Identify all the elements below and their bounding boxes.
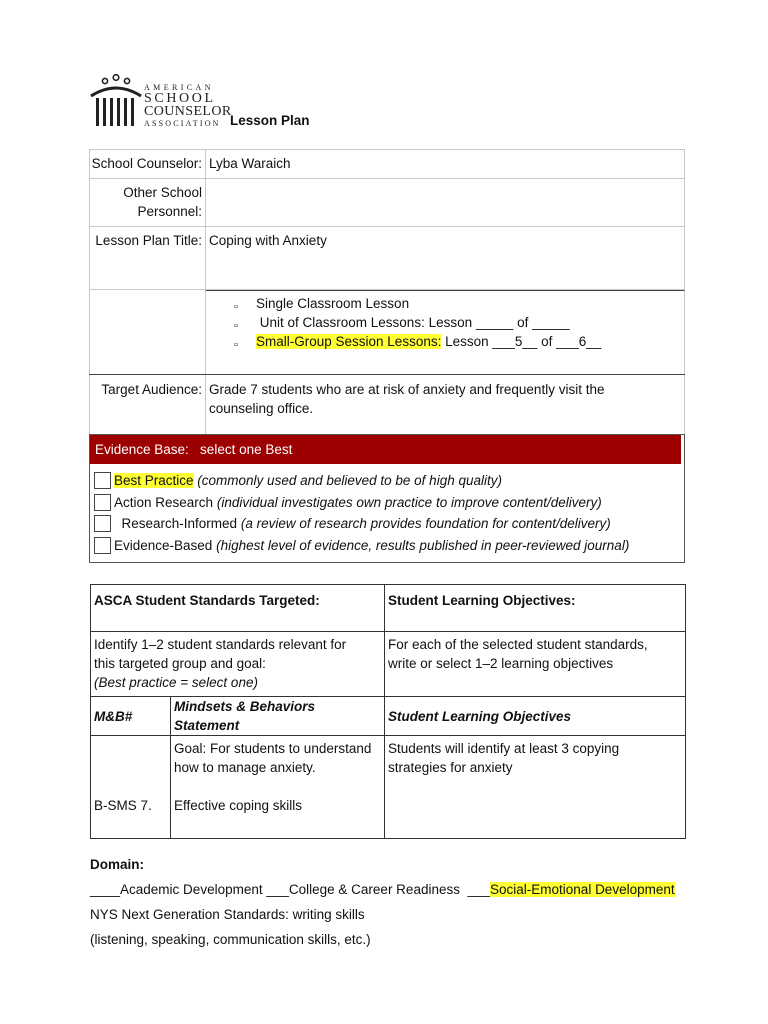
checkbox[interactable] xyxy=(94,472,111,489)
evidence-option-desc: (highest level of evidence, results published in peer-reviewed journal) xyxy=(216,537,630,553)
logo-line-school: SCHOOL xyxy=(144,91,216,106)
evidence-base-section xyxy=(89,434,685,563)
standards-data-row xyxy=(91,736,686,839)
checkbox-square-icon: ▫ xyxy=(234,339,238,351)
audience-value[interactable]: Grade 7 students who are at risk of anxiety and frequently visit the counseling office. xyxy=(206,375,685,441)
standards-table xyxy=(90,584,686,839)
standards-instructions xyxy=(91,632,385,697)
checkbox[interactable] xyxy=(94,537,111,554)
lesson-type-small-group-highlight: Small-Group Session Lessons: xyxy=(256,334,442,349)
evidence-option-desc: (individual investigates own practice to improve content/delivery) xyxy=(216,494,602,510)
personnel-label xyxy=(89,179,206,226)
standards-instruction-line: Identify 1–2 student standards relevant for xyxy=(94,637,347,652)
objectives-instruction-line: For each of the selected student standards, xyxy=(388,637,648,652)
lesson-info-table xyxy=(89,149,685,442)
evidence-option-desc: (commonly used and believed to be of high quality) xyxy=(197,473,502,489)
logo-line-association: ASSOCIATION xyxy=(144,119,221,128)
evidence-option-label: Evidence-Based xyxy=(114,537,213,553)
title-row xyxy=(89,227,685,290)
evidence-option-evidence-based[interactable] xyxy=(94,535,684,557)
standards-targeted-header: ASCA Student Standards Targeted: xyxy=(91,585,385,632)
lesson-title-value[interactable]: Coping with Anxiety xyxy=(206,227,685,289)
lesson-title-label: Lesson Plan Title: xyxy=(89,227,206,289)
lesson-type-list xyxy=(209,294,684,351)
standards-instruction-note: (Best practice = select one) xyxy=(94,675,258,690)
domain-academic: ____Academic Development xyxy=(90,882,267,897)
personnel-row xyxy=(89,179,685,227)
page-title: Lesson Plan xyxy=(230,113,310,128)
domain-section xyxy=(90,852,675,952)
lesson-type-single[interactable] xyxy=(234,294,684,313)
lesson-type-row xyxy=(89,290,685,375)
counselor-label: School Counselor: xyxy=(89,150,206,178)
standard-code[interactable]: B-SMS 7. xyxy=(91,736,171,839)
lesson-type-label xyxy=(89,290,206,374)
evidence-option-label: Action Research xyxy=(114,494,214,510)
counselor-row xyxy=(89,149,685,179)
evidence-option-desc: (a review of research provides foundation for content/delivery) xyxy=(240,516,611,532)
counselor-value[interactable]: Lyba Waraich xyxy=(206,150,685,178)
evidence-option-research-informed[interactable] xyxy=(94,513,684,535)
asca-logo-icon xyxy=(88,74,144,132)
audience-label: Target Audience: xyxy=(89,375,206,441)
nys-standards: NYS Next Generation Standards: writing skills xyxy=(90,907,365,922)
logo-line-american: AMERICAN xyxy=(144,83,214,92)
domain-college: ___College & Career Readiness xyxy=(266,882,468,897)
objective-line: strategies for anxiety xyxy=(388,760,513,775)
checkbox-square-icon: ▫ xyxy=(234,301,238,313)
lesson-type-single-label: Single Classroom Lesson xyxy=(256,296,410,311)
checkbox[interactable] xyxy=(94,515,111,532)
personnel-value[interactable] xyxy=(206,179,685,226)
col-mb-number: M&B# xyxy=(91,697,171,736)
objectives-instruction-line: write or select 1–2 learning objectives xyxy=(388,656,614,671)
learning-objective[interactable] xyxy=(385,736,686,839)
objectives-instructions xyxy=(385,632,686,697)
objective-line: Students will identify at least 3 copying xyxy=(388,741,620,756)
checkbox[interactable] xyxy=(94,494,111,511)
domain-options xyxy=(90,877,675,902)
standard-statement[interactable] xyxy=(171,736,385,839)
domain-blank: ___ xyxy=(467,882,491,897)
lesson-type-unit[interactable] xyxy=(234,313,684,332)
evidence-option-action-research[interactable] xyxy=(94,492,684,514)
checkbox-square-icon: ▫ xyxy=(234,320,238,332)
evidence-option-best-practice[interactable] xyxy=(94,470,684,492)
evidence-option-label: Research-Informed xyxy=(114,516,238,532)
evidence-option-label: Best Practice xyxy=(114,473,194,489)
personnel-label-line-2: Personnel: xyxy=(137,204,202,219)
audience-row xyxy=(89,375,685,442)
coping-skill: Effective coping skills xyxy=(174,798,303,813)
lesson-type-small-group[interactable] xyxy=(234,332,684,351)
personnel-label-line-1: Other School xyxy=(123,185,202,200)
lesson-type-small-group-label: Lesson ___5__ of ___6__ xyxy=(441,334,602,349)
lesson-type-unit-label: Unit of Classroom Lessons: Lesson _____ of _____ xyxy=(256,315,570,330)
learning-objectives-header: Student Learning Objectives: xyxy=(385,585,686,632)
goal-line: Goal: For students to understand xyxy=(174,741,372,756)
goal-line: how to manage anxiety. xyxy=(174,760,316,775)
domain-social-emotional: Social-Emotional Development xyxy=(490,882,675,897)
standards-header-row xyxy=(91,585,686,632)
evidence-base-header: Evidence Base: select one Best xyxy=(90,435,684,464)
evidence-options xyxy=(90,464,684,562)
standards-column-row xyxy=(91,697,686,736)
lesson-type-options xyxy=(206,290,685,374)
col-mindsets-statement: Mindsets & Behaviors Statement xyxy=(171,697,385,736)
domain-label: Domain: xyxy=(90,857,144,872)
logo-line-counselor: COUNSELOR xyxy=(144,104,232,119)
standards-instruction-line: this targeted group and goal: xyxy=(94,656,266,671)
col-learning-objectives: Student Learning Objectives xyxy=(385,697,686,736)
asca-logo xyxy=(88,74,232,132)
standards-instruction-row xyxy=(91,632,686,697)
skills-note: (listening, speaking, communication skills, etc.) xyxy=(90,932,371,947)
